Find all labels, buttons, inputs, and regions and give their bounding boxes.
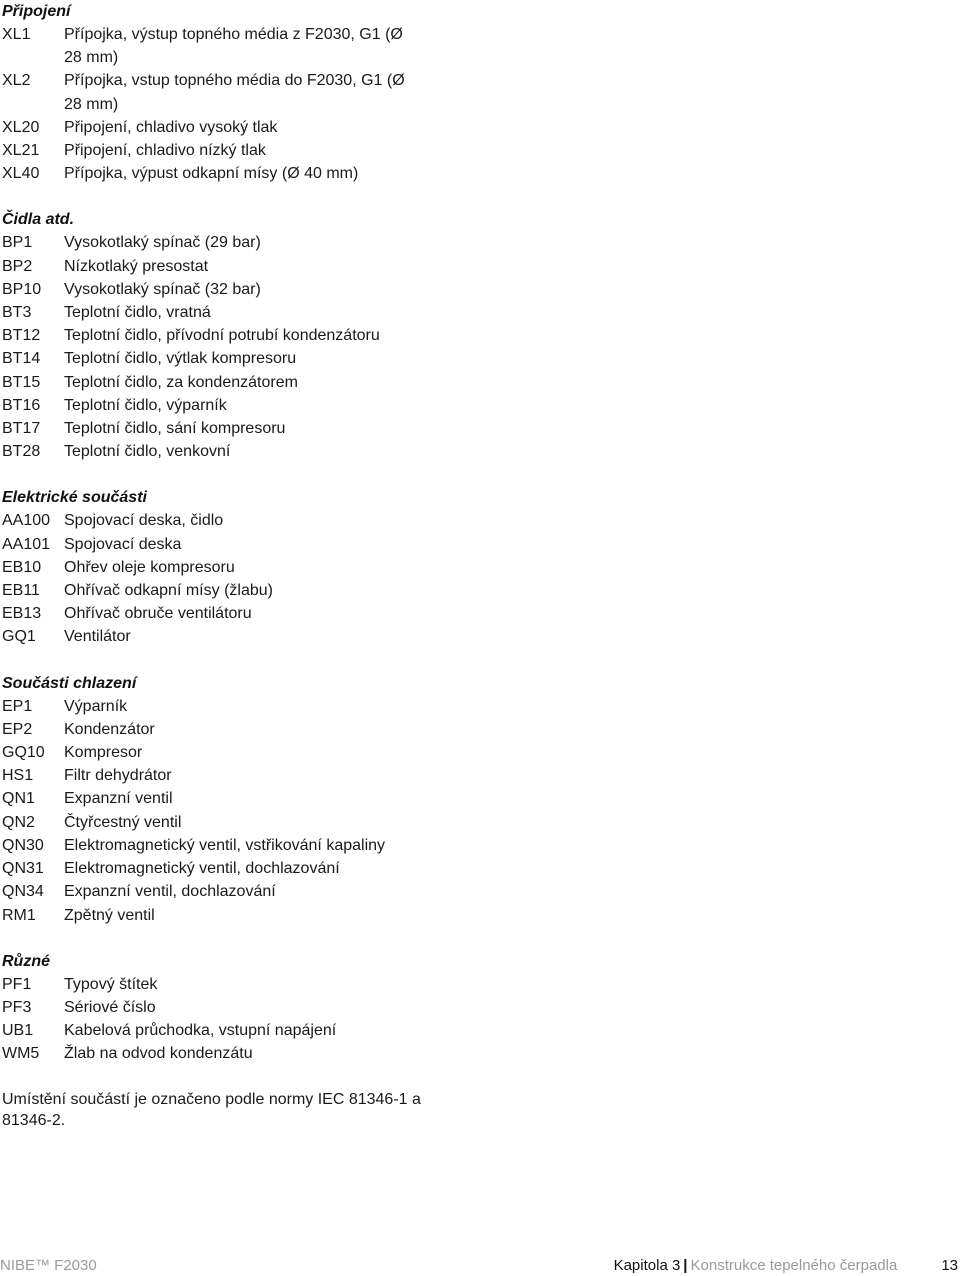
list-item	[2, 811, 432, 834]
section	[2, 486, 432, 648]
component-description: Připojení, chladivo nízký tlak	[64, 142, 266, 160]
component-code: EB10	[2, 558, 42, 576]
component-description: Expanzní ventil	[64, 790, 173, 808]
component-code: BT28	[2, 443, 41, 461]
list-item	[2, 973, 432, 996]
component-description: Teplotní čidlo, přívodní potrubí kondenzátoru	[64, 327, 380, 345]
list-item	[2, 69, 432, 115]
list-item	[2, 394, 432, 417]
list-item	[2, 116, 432, 139]
list-item	[2, 440, 432, 463]
list-item	[2, 324, 432, 347]
list-item	[2, 162, 432, 185]
component-description: Zpětný ventil	[64, 906, 155, 924]
list-item	[2, 1019, 432, 1042]
component-code: QN2	[2, 813, 35, 831]
component-description: Kondenzátor	[64, 720, 155, 738]
component-description: Ohřívač obruče ventilátoru	[64, 605, 252, 623]
component-description: Kompresor	[64, 744, 143, 762]
component-description: Přípojka, výstup topného média z F2030, G1 (Ø 28 mm)	[64, 26, 403, 67]
component-code: PF1	[2, 975, 32, 993]
component-description: Ohřev oleje kompresoru	[64, 558, 235, 576]
component-code: XL2	[2, 72, 31, 90]
component-description: Přípojka, výpust odkapní mísy (Ø 40 mm)	[64, 165, 359, 183]
footer-brand: NIBE™ F2030	[0, 1257, 97, 1274]
component-code: BT14	[2, 350, 41, 368]
component-description: Teplotní čidlo, sání kompresoru	[64, 420, 286, 438]
component-code: QN34	[2, 883, 44, 901]
list-item	[2, 787, 432, 810]
component-code: EB11	[2, 582, 40, 600]
list-item	[2, 417, 432, 440]
component-code: QN1	[2, 790, 35, 808]
list-item	[2, 996, 432, 1019]
component-code: UB1	[2, 1022, 34, 1040]
component-description: Nízkotlaký presostat	[64, 257, 209, 275]
component-description: Výparník	[64, 697, 128, 715]
component-description: Spojovací deska	[64, 535, 182, 553]
component-code: HS1	[2, 767, 34, 785]
component-description: Vysokotlaký spínač (29 bar)	[64, 234, 261, 252]
section	[2, 208, 432, 463]
component-code: XL21	[2, 142, 40, 160]
section-heading: Elektrické součásti	[2, 489, 147, 507]
list-item	[2, 602, 432, 625]
component-code: GQ10	[2, 744, 45, 762]
component-code: BT12	[2, 327, 41, 345]
list-item	[2, 857, 432, 880]
component-code: RM1	[2, 906, 36, 924]
list-item	[2, 231, 432, 254]
component-code: BT17	[2, 420, 41, 438]
list-item	[2, 695, 432, 718]
component-code: BT15	[2, 373, 41, 391]
component-description: Teplotní čidlo, vratná	[64, 304, 211, 322]
section	[2, 950, 432, 1066]
component-description: Expanzní ventil, dochlazování	[64, 883, 276, 901]
list-item	[2, 834, 432, 857]
list-item	[2, 371, 432, 394]
component-description: Ohřívač odkapní mísy (žlabu)	[64, 582, 273, 600]
component-description: Vysokotlaký spínač (32 bar)	[64, 280, 261, 298]
component-code: EP2	[2, 720, 33, 738]
list-item	[2, 579, 432, 602]
chapter-divider: |	[683, 1257, 688, 1274]
component-description: Kabelová průchodka, vstupní napájení	[64, 1022, 337, 1040]
list-item	[2, 347, 432, 370]
list-item	[2, 764, 432, 787]
component-description: Typový štítek	[64, 975, 158, 993]
section	[2, 0, 432, 185]
page-number: 13	[941, 1257, 958, 1274]
standard-note: Umístění součástí je označeno podle normy IEC 81346-1 a 81346-2.	[2, 1090, 421, 1129]
list-item	[2, 741, 432, 764]
component-description: Přípojka, vstup topného média do F2030, G1 (Ø 28 mm)	[64, 72, 405, 113]
component-code: BP10	[2, 280, 42, 298]
component-description: Elektromagnetický ventil, vstřikování kapaliny	[64, 836, 386, 854]
component-code: WM5	[2, 1045, 40, 1063]
component-code: EB13	[2, 605, 42, 623]
component-description: Připojení, chladivo vysoký tlak	[64, 118, 278, 136]
section-heading: Součásti chlazení	[2, 674, 137, 692]
component-code: BT16	[2, 396, 41, 414]
section-heading: Připojení	[2, 3, 71, 20]
component-code: BP1	[2, 234, 33, 252]
component-description: Čtyřcestný ventil	[64, 813, 182, 831]
component-code: QN31	[2, 860, 44, 878]
list-item	[2, 718, 432, 741]
component-description: Teplotní čidlo, venkovní	[64, 443, 231, 461]
footer-chapter	[614, 1256, 958, 1276]
component-description: Sériové číslo	[64, 998, 156, 1016]
chapter-label: Kapitola 3	[613, 1257, 681, 1274]
page-footer	[0, 1256, 960, 1276]
component-description: Žlab na odvod kondenzátu	[64, 1045, 253, 1063]
component-description: Teplotní čidlo, za kondenzátorem	[64, 373, 298, 391]
component-description: Ventilátor	[64, 628, 131, 646]
component-list	[2, 0, 432, 1131]
section-heading: Čidla atd.	[2, 211, 75, 229]
component-description: Teplotní čidlo, výparník	[64, 396, 227, 414]
component-code: BT3	[2, 304, 32, 322]
component-code: EP1	[2, 697, 33, 715]
chapter-title: Konstrukce tepelného čerpadla	[690, 1257, 898, 1274]
component-code: XL20	[2, 118, 40, 136]
list-item	[2, 301, 432, 324]
component-code: GQ1	[2, 628, 36, 646]
section	[2, 672, 432, 927]
list-item	[2, 625, 432, 648]
component-code: XL40	[2, 165, 40, 183]
component-code: QN30	[2, 836, 44, 854]
section-heading: Různé	[2, 952, 50, 970]
list-item	[2, 139, 432, 162]
sections-container	[2, 0, 432, 1066]
list-item	[2, 278, 432, 301]
list-item	[2, 1042, 432, 1065]
component-description: Spojovací deska, čidlo	[64, 512, 224, 530]
component-code: AA101	[2, 535, 51, 553]
list-item	[2, 255, 432, 278]
list-item	[2, 880, 432, 903]
component-description: Elektromagnetický ventil, dochlazování	[64, 860, 340, 878]
component-description: Filtr dehydrátor	[64, 767, 172, 785]
component-code: PF3	[2, 998, 32, 1016]
list-item	[2, 556, 432, 579]
component-code: BP2	[2, 257, 33, 275]
list-item	[2, 23, 432, 69]
component-code: AA100	[2, 512, 51, 530]
list-item	[2, 533, 432, 556]
component-description: Teplotní čidlo, výtlak kompresoru	[64, 350, 297, 368]
component-code: XL1	[2, 26, 31, 43]
list-item	[2, 509, 432, 532]
list-item	[2, 904, 432, 927]
